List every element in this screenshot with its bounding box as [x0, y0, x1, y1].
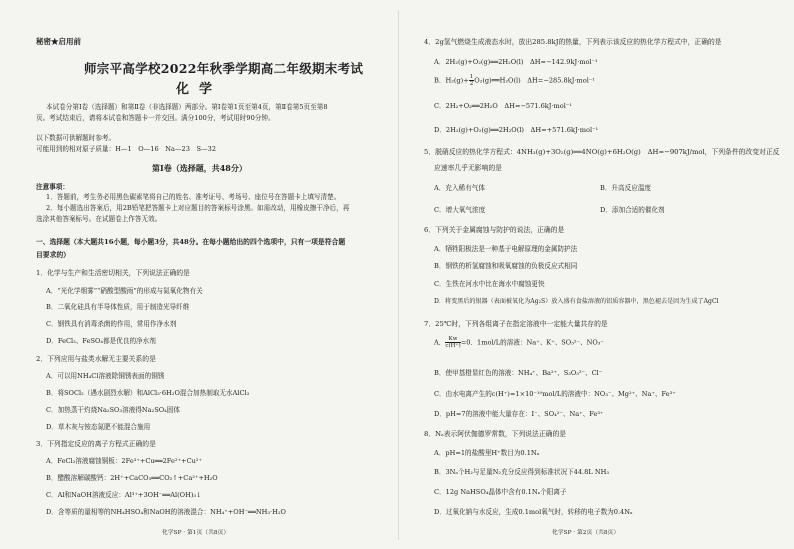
question-3-option-b[interactable]: B．醋酸溶解碳酸钙：2H⁺+CaCO₃══CO₂↑+Ca²⁺+H₂O [46, 474, 218, 482]
question-8-option-c[interactable]: C．12g NaHSO₄晶体中含有0.1Nₐ个阳离子 [434, 488, 567, 496]
question-6-option-c[interactable]: C．生铁在河水中比在海水中腐蚀更快 [434, 280, 545, 288]
question-1-option-c[interactable]: C．钢铁具有消毒杀菌的作用，常用作净水剂 [46, 320, 177, 328]
question-8-option-d[interactable]: D．过氧化钠与水反应，生成0.1mol氧气时，转移的电子数为0.4Nₐ [434, 508, 633, 516]
kw-over-h-fraction [445, 336, 460, 349]
question-1-option-d[interactable]: D．FeCl₃、FeSO₄都是优良的净水剂 [46, 337, 156, 345]
question-3-stem: 3．下列指定反应的离子方程式正确的是 [36, 440, 156, 448]
question-7-stem: 7．25℃时，下列各组离子在指定溶液中一定能大量共存的是 [424, 320, 608, 328]
footer-left: 化学SP · 第1页（共8页） [162, 530, 230, 536]
question-1-option-a[interactable]: A．“光化学烟雾”“硝酸型酸雨”的形成与氮氧化物有关 [46, 287, 203, 295]
reference-label: 以下数据可供解题时参考。 [36, 134, 116, 142]
question-4-option-a[interactable]: A．2H₂(g)+O₂(g)══2H₂O(l) ΔH=−142.9kJ·mol⁻¹ [434, 58, 598, 66]
fraction-denominator: 2 [469, 81, 474, 88]
question-2-option-d[interactable]: D．草木灰与铵态氮肥不能混合施用 [46, 423, 151, 431]
question-8-stem: 8．Nₐ表示阿伏伽德罗常数，下列说法正确的是 [424, 430, 567, 438]
intro-line-1: 本试卷分第Ⅰ卷（选择题）和第Ⅱ卷（非选择题）两部分。第Ⅰ卷第1页至第4页，第Ⅱ卷第5页至第8 [46, 103, 328, 111]
question-7-option-c[interactable]: C．由水电离产生的c(H⁺)=1×10⁻¹⁰mol/L的溶液中：NO₃⁻、Mg²⁺、Na⁺、Fe³⁺ [434, 390, 676, 398]
intro-line-2: 页。考试结束后，请将本试卷和答题卡一并交回。满分100分，考试用时90分钟。 [36, 114, 275, 122]
notes-label: 注意事项： [36, 183, 69, 191]
fraction-numerator: 1 [469, 74, 474, 80]
question-7-option-a-suffix: =0．1mol/L的溶液：Na⁺、K⁺、SO₃²⁻、NO₃⁻ [460, 338, 604, 347]
footer-right: 化学SP · 第2页（共8页） [552, 530, 620, 536]
question-5-option-a[interactable]: A．充入稀有气体 [434, 184, 485, 192]
question-7-option-a[interactable] [434, 336, 604, 349]
right-page [400, 0, 794, 549]
question-5-stem-line-1: 5．脱硝反应的热化学方程式：4NH₃(g)+3O₂(g)══4NO(g)+6H₂O(g) ΔH=−907kJ/mol，下列条件的改变对正反 [424, 148, 780, 156]
section-heading-2: 目要求的） [36, 251, 70, 259]
question-6-option-b[interactable]: B．钢铁的析氢腐蚀和吸氧腐蚀的负极反应式相同 [434, 262, 578, 270]
question-8-option-b[interactable]: B．3Nₐ个H₂与足量N₂充分反应得到标准状况下44.8L NH₃ [434, 468, 609, 476]
question-3-option-c[interactable]: C．Al和NaOH溶液反应：Al³⁺+3OH⁻══Al(OH)₃↓ [46, 491, 202, 499]
question-3-option-d[interactable]: D．含等质的量相等的NH₄HSO₄和NaOH的溶液混合：NH₄⁺+OH⁻══NH₃·H₂O [46, 508, 286, 516]
exam-subject: 化学 [176, 82, 223, 97]
question-2-stem: 2．下列应用与盐类水解无主要关系的是 [36, 355, 156, 363]
question-6-option-d[interactable]: D．将变黑后的银器（表面被氧化为Ag₂S）放入盛有食盐溶液的铝质容器中，黑色褪去是因为生成了AgCl [434, 298, 719, 305]
question-2-option-c[interactable]: C．加热蒸干灼烧Na₂SO₃溶液得Na₂SO₄固体 [46, 406, 180, 414]
question-7-option-b[interactable]: B．使甲基橙显红色的溶液：NH₄⁺、Ba²⁺、S₂O₃²⁻、Cl⁻ [434, 369, 603, 377]
question-2-option-a[interactable]: A．可以用NH₄Cl溶液除铜锈表面的铜锈 [46, 372, 165, 380]
question-4-option-b-suffix: O₂(g)══H₂O(l) ΔH=−285.8kJ·mol⁻¹ [474, 76, 595, 85]
part1-title: 第Ⅰ卷（选择题，共48分） [152, 163, 247, 173]
question-6-option-a[interactable]: A．牺牲阳极法是一种基于电解原理的金属防护法 [434, 245, 578, 253]
exam-title: 师宗平高学校2022年秋季学期高二年级期末考试 [84, 61, 364, 76]
question-4-option-b-prefix: B．H₂(g)+ [434, 76, 469, 85]
question-4-option-c[interactable]: C．2H₂+O₂══2H₂O ΔH=−571.6kJ·mol⁻¹ [434, 102, 572, 110]
question-2-option-b[interactable]: B．将SOCl₂（遇水剧烈水解）和AlCl₃·6H₂O混合加热制取无水AlCl₃ [46, 389, 250, 397]
question-7-option-d[interactable]: D．pH=7的溶液中能大量存在：I⁻、SO₄²⁻、Na⁺、Fe³⁺ [434, 410, 604, 418]
question-1-stem: 1．化学与生产和生活密切相关，下列说法正确的是 [36, 269, 190, 277]
question-4-stem: 4．2g氢气燃烧生成液态水时，放出285.8kJ的热量，下列表示该反应的热化学方程式中，正确的是 [424, 38, 722, 46]
question-4-option-b[interactable] [434, 74, 595, 87]
question-5-option-b[interactable]: B．升高反应温度 [600, 184, 652, 192]
question-7-option-a-prefix: A． [434, 338, 446, 347]
note-2-line-1: 2．每小题选出答案后，用2B铅笔把答题卡上对应题目的答案标号涂黑。如需改动，用橡皮擦干净后，再 [46, 204, 350, 212]
question-5-stem-line-2: 应速率几乎无影响的是 [434, 164, 502, 172]
question-1-option-b[interactable]: B．二氧化硅具有半导体性质，用于制造光导纤维 [46, 303, 190, 311]
atomic-masses: 可能用到的相对原子质量：H—1 O—16 Na—23 S—32 [36, 145, 217, 153]
fraction-denominator: c(H⁺) [445, 343, 461, 350]
question-6-stem: 6．下列关于金属腐蚀与防护的说法，正确的是 [424, 226, 565, 234]
secret-label: 秘密★启用前 [36, 37, 81, 46]
section-heading-1: 一、选择题（本大题共16小题，每小题3分，共48分。在每小题给出的四个选项中，只有一项是符合题 [36, 238, 346, 246]
question-3-option-a[interactable]: A．FeCl₃溶液腐蚀铜板：2Fe³⁺+Cu══2Fe²⁺+Cu²⁺ [46, 457, 202, 465]
note-2-line-2: 选涂其他答案标号。在试题卷上作答无效。 [36, 215, 162, 223]
question-5-option-c[interactable]: C．增大氧气浓度 [434, 206, 486, 214]
note-1: 1．答题前，考生务必用黑色碳素笔将自己的姓名、准考证号、考场号、座位号在答题卡上填写清楚。 [46, 193, 341, 201]
question-4-option-d[interactable]: D．2H₂(g)+O₂(g)══2H₂O(l) ΔH=+571.6kJ·mol⁻¹ [434, 126, 599, 134]
fraction-numerator: Kw [445, 336, 460, 343]
question-8-option-a[interactable]: A．pH=1的盐酸里H⁺数目为0.1Nₐ [434, 449, 540, 457]
question-5-option-d[interactable]: D．添加合适的催化剂 [600, 206, 665, 214]
